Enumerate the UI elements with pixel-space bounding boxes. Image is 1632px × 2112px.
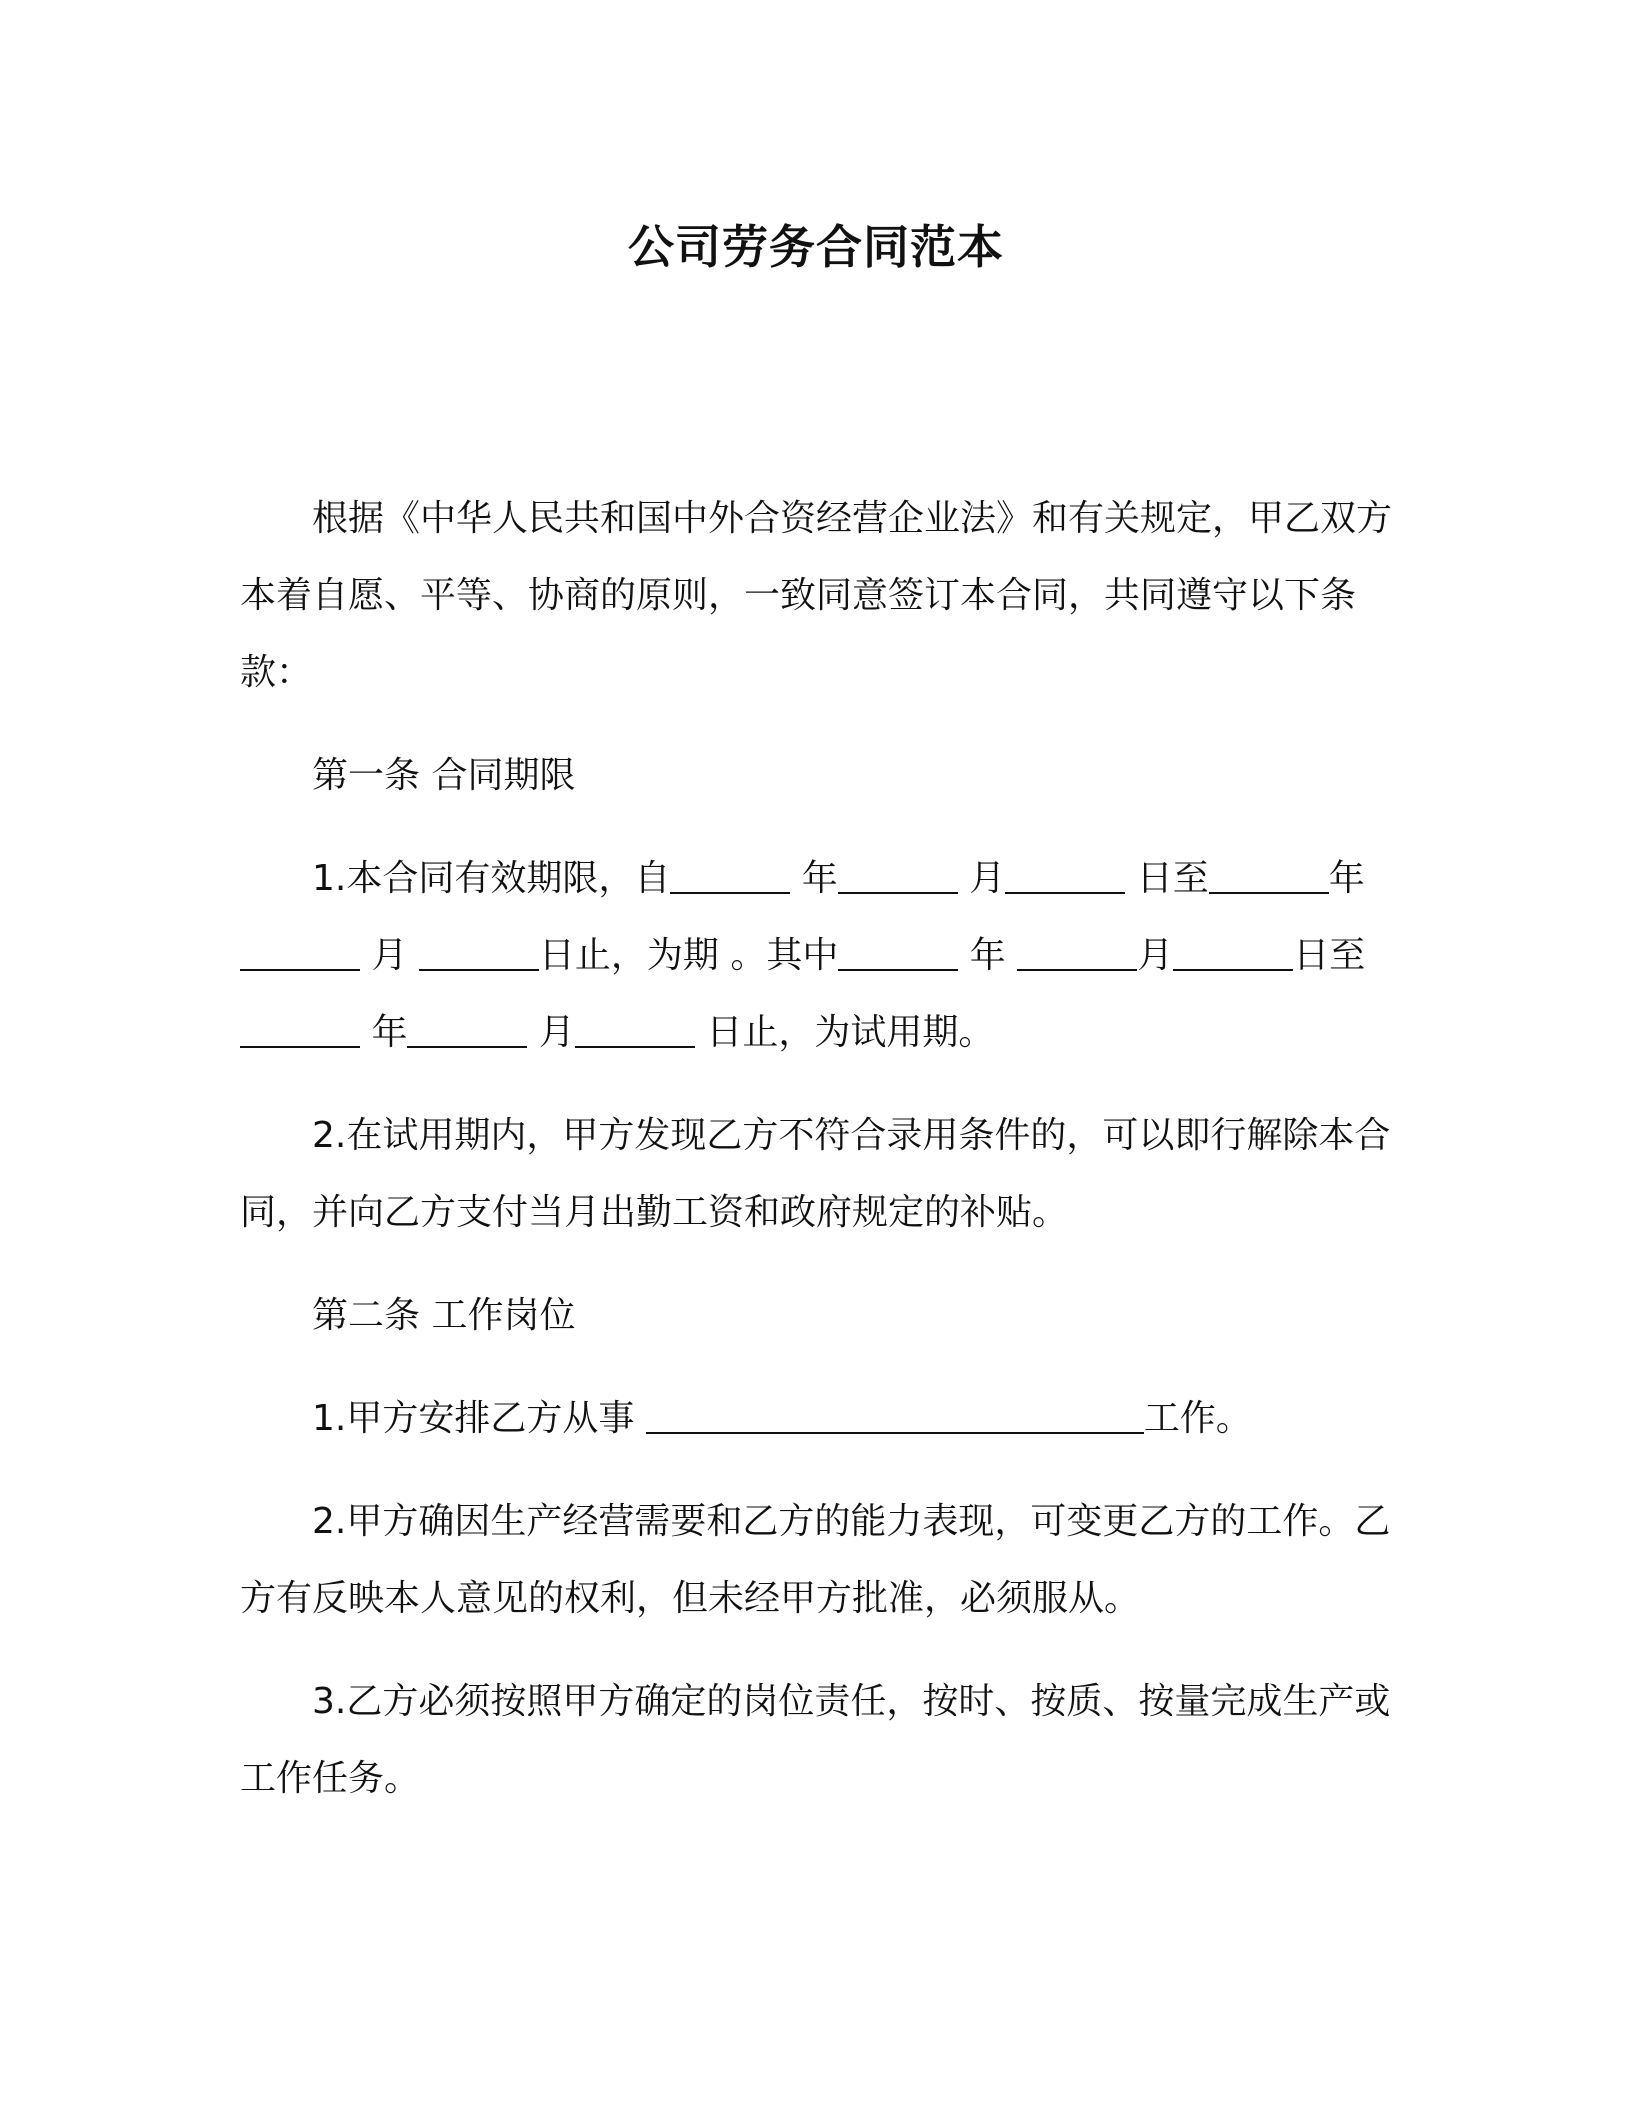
clause-text: 年: [1328, 858, 1365, 899]
article-1-clause-1: [240, 840, 1400, 1071]
article-1-clause-2: 2.在试用期内，甲方发现乙方不符合录用条件的，可以即行解除本合同，并向乙方支付当月出勤工资和政府规定的补贴。: [240, 1115, 1391, 1233]
article-1-heading: 第一条 合同期限: [312, 755, 576, 796]
clause-text: 1.本合同有效期限，自: [312, 858, 671, 899]
blank-line: [240, 925, 360, 971]
document-title: 公司劳务合同范本: [628, 220, 1004, 274]
clause-text: 年: [790, 858, 838, 899]
article-2-clause-3: 3.乙方必须按照甲方确定的岗位责任，按时、按质、按量完成生产或工作任务。: [240, 1681, 1391, 1799]
blank-line: [1005, 848, 1125, 894]
blank-line: [838, 848, 958, 894]
blank-line: [838, 925, 958, 971]
clause-text: 工作。: [1143, 1398, 1252, 1439]
clause-text: 1.甲方安排乙方从事: [312, 1398, 646, 1439]
clause-text: 月: [360, 935, 419, 976]
blank-line: [419, 925, 539, 971]
clause-text: 年: [360, 1012, 408, 1053]
clause-text: 日至: [1125, 858, 1209, 899]
intro-paragraph: 根据《中华人民共和国中外合资经营企业法》和有关规定，甲乙双方本着自愿、平等、协商的原则，一致同意签订本合同，共同遵守以下条款：: [240, 498, 1393, 693]
clause-text: 月: [527, 1012, 575, 1053]
blank-line: [646, 1388, 1144, 1434]
clause-text: 日止，为试用期。: [694, 1012, 995, 1053]
clause-text: 月: [957, 858, 1006, 899]
blank-line: [1173, 925, 1293, 971]
blank-line: [670, 848, 790, 894]
clause-text: 日止，为期 。其中: [538, 935, 839, 976]
blank-line: [407, 1002, 527, 1048]
blank-line: [1209, 848, 1329, 894]
article-2-heading: 第二条 工作岗位: [312, 1295, 576, 1336]
article-2-clause-1: [240, 1380, 1400, 1457]
clause-text: 日至: [1293, 935, 1366, 976]
clause-text: 年: [958, 935, 1018, 976]
article-2-clause-2: 2.甲方确因生产经营需要和乙方的能力表现，可变更乙方的工作。乙方有反映本人意见的权利，但未经甲方批准，必须服从。: [240, 1501, 1391, 1619]
clause-text: 月: [1137, 935, 1174, 976]
blank-line: [1017, 925, 1137, 971]
blank-line: [575, 1002, 695, 1048]
blank-line: [240, 1002, 360, 1048]
document-body: [240, 480, 1400, 1843]
